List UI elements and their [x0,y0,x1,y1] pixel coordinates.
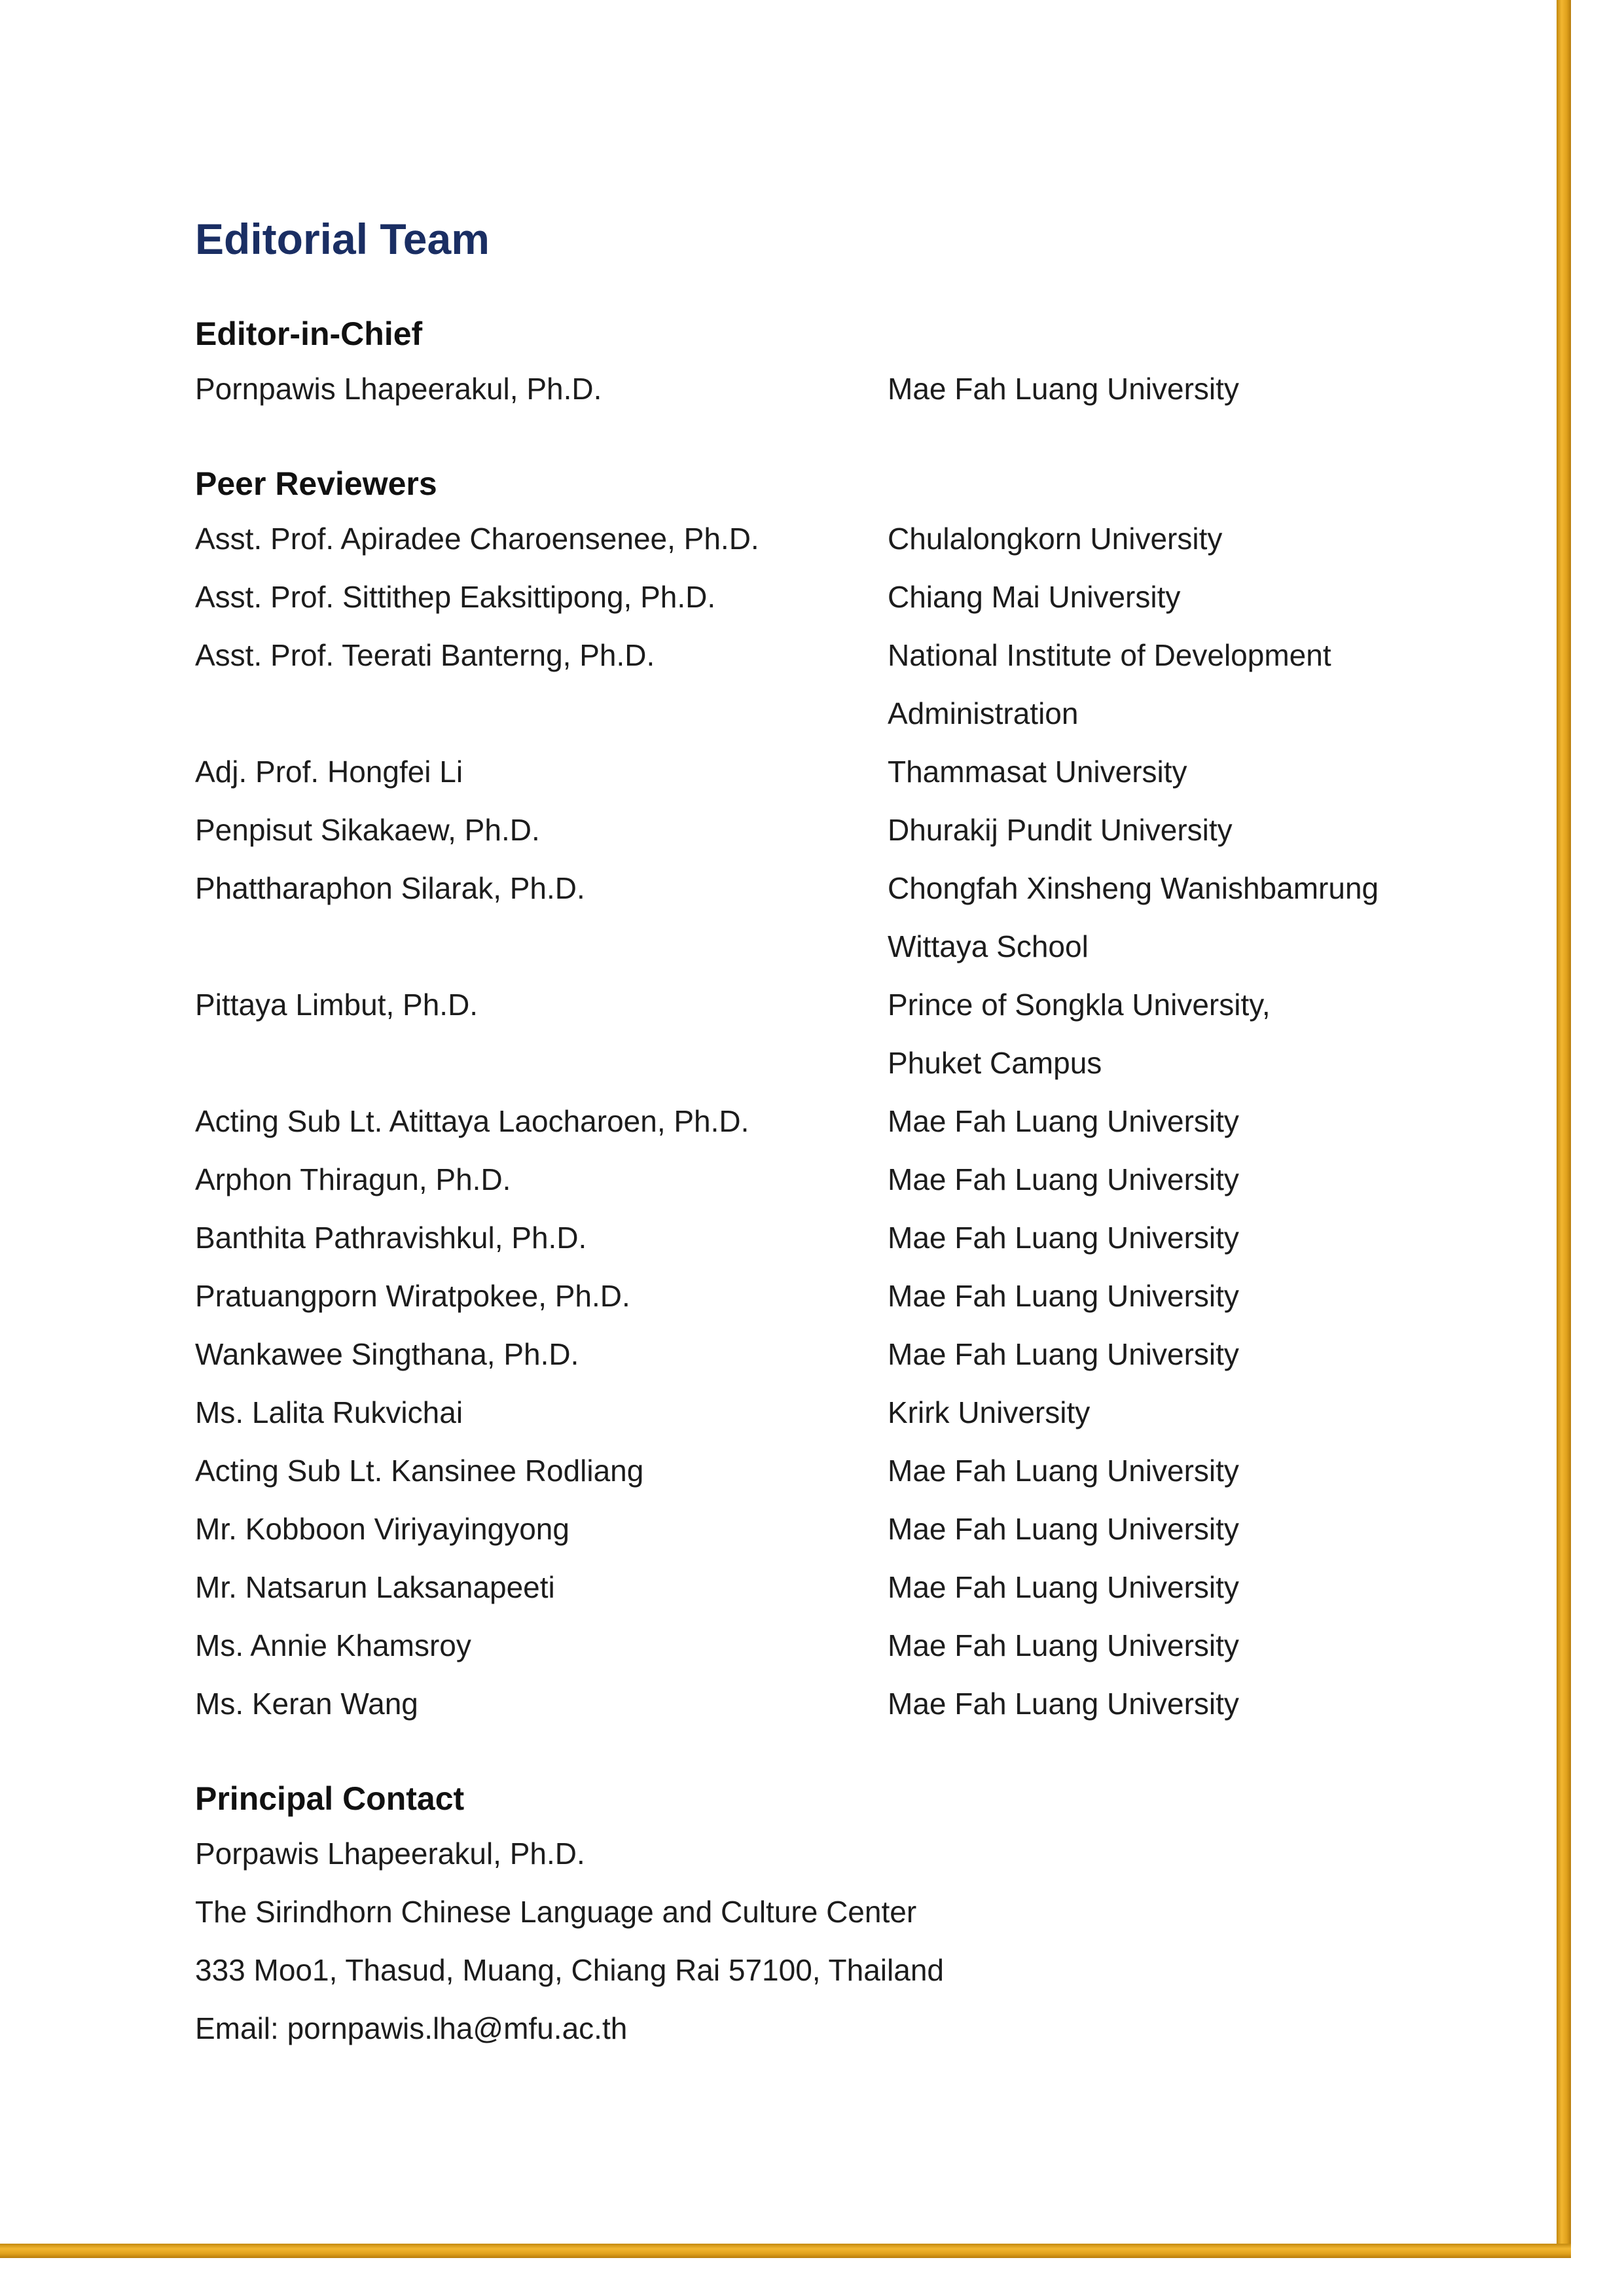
member-affiliation [888,801,1477,859]
member-affiliation [888,1442,1477,1500]
affiliation-line: Mae Fah Luang University [888,372,1239,406]
member-affiliation [888,568,1477,626]
peer-reviewers-heading: Peer Reviewers [195,465,437,502]
member-affiliation [888,743,1477,801]
affiliation-line: Mae Fah Luang University [888,1279,1239,1313]
member-affiliation [888,1325,1477,1384]
member-row [195,1500,1504,1558]
member-name: Acting Sub Lt. Atittaya Laocharoen, Ph.D. [195,1104,749,1138]
member-affiliation [888,1384,1477,1442]
member-row [195,976,1504,1092]
member-affiliation [888,1675,1477,1733]
page-border-right [1557,0,1571,2258]
member-affiliation [888,1151,1477,1209]
affiliation-line: Administration [888,696,1079,730]
contact-line: The Sirindhorn Chinese Language and Culture Center [195,1895,917,1929]
member-row [195,1558,1504,1617]
member-name: Phattharaphon Silarak, Ph.D. [195,871,585,905]
member-name: Ms. Lalita Rukvichai [195,1395,463,1429]
member-affiliation [888,1558,1477,1617]
member-row [195,1092,1504,1151]
member-name: Arphon Thiragun, Ph.D. [195,1162,511,1196]
member-name: Penpisut Sikakaew, Ph.D. [195,813,540,847]
affiliation-line: Wittaya School [888,929,1089,963]
affiliation-line: Chongfah Xinsheng Wanishbamrung [888,871,1379,905]
contact-line: Porpawis Lhapeerakul, Ph.D. [195,1837,585,1871]
member-row [195,1151,1504,1209]
member-row [195,1384,1504,1442]
member-name: Mr. Kobboon Viriyayingyong [195,1512,569,1546]
member-affiliation [888,859,1477,976]
member-name: Adj. Prof. Hongfei Li [195,755,463,789]
member-row [195,626,1504,743]
member-affiliation [888,1617,1477,1675]
member-affiliation [888,1209,1477,1267]
editorial-content [195,196,1504,2058]
member-row [195,801,1504,859]
affiliation-line: Thammasat University [888,755,1187,789]
affiliation-line: Prince of Songkla University, [888,988,1271,1022]
member-row [195,743,1504,801]
member-affiliation [888,1267,1477,1325]
member-affiliation [888,1092,1477,1151]
member-row [195,568,1504,626]
member-row [195,1675,1504,1733]
member-name: Asst. Prof. Apiradee Charoensenee, Ph.D. [195,522,759,556]
member-row [195,1267,1504,1325]
peer-reviewers-list [195,510,1504,1733]
editor-in-chief-list [195,360,1504,418]
member-name: Mr. Natsarun Laksanapeeti [195,1570,555,1604]
member-row [195,510,1504,568]
affiliation-line: Dhurakij Pundit University [888,813,1233,847]
member-affiliation [888,360,1477,418]
affiliation-line: Mae Fah Luang University [888,1570,1239,1604]
page-title: Editorial Team [195,215,490,263]
affiliation-line: Krirk University [888,1395,1091,1429]
principal-contact-heading: Principal Contact [195,1780,465,1817]
editor-in-chief-heading: Editor-in-Chief [195,315,423,352]
member-name: Wankawee Singthana, Ph.D. [195,1337,579,1371]
member-row [195,1442,1504,1500]
affiliation-line: Mae Fah Luang University [888,1221,1239,1255]
member-name: Ms. Keran Wang [195,1687,418,1721]
member-name: Banthita Pathravishkul, Ph.D. [195,1221,587,1255]
member-affiliation [888,510,1477,568]
member-name: Asst. Prof. Teerati Banterng, Ph.D. [195,638,655,672]
affiliation-line: Mae Fah Luang University [888,1628,1239,1662]
member-row [195,1209,1504,1267]
member-name: Pratuangporn Wiratpokee, Ph.D. [195,1279,630,1313]
affiliation-line: Mae Fah Luang University [888,1687,1239,1721]
affiliation-line: Mae Fah Luang University [888,1104,1239,1138]
contact-email: Email: pornpawis.lha@mfu.ac.th [195,2011,628,2045]
member-name: Acting Sub Lt. Kansinee Rodliang [195,1454,644,1488]
affiliation-line: Mae Fah Luang University [888,1337,1239,1371]
member-affiliation [888,1500,1477,1558]
affiliation-line: Chiang Mai University [888,580,1181,614]
member-row [195,360,1504,418]
page-border-bottom [0,2244,1571,2258]
member-affiliation [888,976,1477,1092]
affiliation-line: Mae Fah Luang University [888,1162,1239,1196]
member-name: Pornpawis Lhapeerakul, Ph.D. [195,372,602,406]
member-affiliation [888,626,1477,743]
affiliation-line: Chulalongkorn University [888,522,1223,556]
member-row [195,1617,1504,1675]
member-row [195,859,1504,976]
affiliation-line: National Institute of Development [888,638,1331,672]
affiliation-line: Mae Fah Luang University [888,1512,1239,1546]
affiliation-line: Mae Fah Luang University [888,1454,1239,1488]
member-name: Pittaya Limbut, Ph.D. [195,988,478,1022]
principal-contact-details [195,1825,1504,2058]
affiliation-line: Phuket Campus [888,1046,1102,1080]
member-row [195,1325,1504,1384]
member-name: Asst. Prof. Sittithep Eaksittipong, Ph.D. [195,580,716,614]
contact-line: 333 Moo1, Thasud, Muang, Chiang Rai 57100, Thailand [195,1953,944,1987]
member-name: Ms. Annie Khamsroy [195,1628,471,1662]
